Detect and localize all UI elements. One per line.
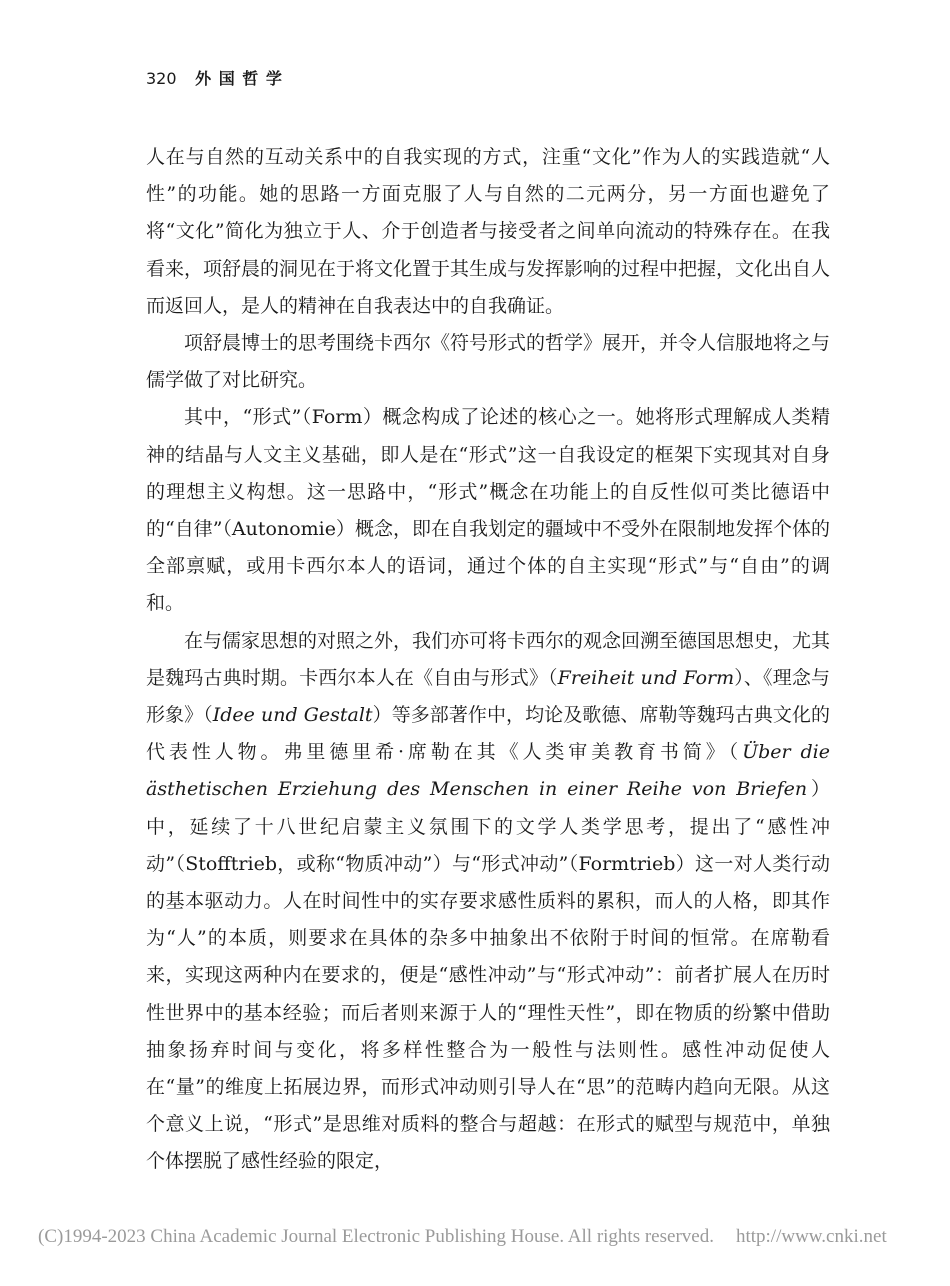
paragraph-1: 人在与自然的互动关系中的自我实现的方式，注重“文化”作为人的实践造就“人性”的功能。她的思路一方面克服了人与自然的二元两分，另一方面也避免了将“文化”简化为独立于人、介于创造者与接受者之间单向流动的特殊存在。在我看来，项舒晨的洞见在于将文化置于其生成与发挥影响的过程中把握，文化出自人而返回人，是人的精神在自我表达中的自我确证。 (146, 146, 831, 317)
paragraph-2: 项舒晨博士的思考围绕卡西尔《符号形式的哲学》展开，并令人信服地将之与儒学做了对比研究。 (146, 332, 831, 392)
journal-title: 外 国 哲 学 (195, 69, 283, 88)
copyright-footer (38, 1226, 950, 1248)
running-header (146, 66, 283, 89)
book-title-idee-und-gestalt: Idee und Gestalt (212, 704, 373, 727)
paragraph-4-text-2: ）、《理念与形象》（ (146, 666, 830, 727)
book-title-aesthetische-erziehung: Über die ästhetischen Erziehung des Menschen in einer Reihe von Briefen (146, 741, 830, 801)
footer-url[interactable]: http://www.cnki.net (735, 1226, 887, 1247)
paragraph-3: 其中，“形式”（Form）概念构成了论述的核心之一。她将形式理解成人类精神的结晶与人文主义基础，即人是在“形式”这一自我设定的框架下实现其对自身的理想主义构想。这一思路中，“形式”概念在功能上的自反性似可类比德语中的“自律”（Autonomie）概念，即在自我划定的疆域中不受外在限制地发挥个体的全部禀赋，或用卡西尔本人的语词，通过个体的自主实现“形式”与“自由”的调和。 (146, 406, 830, 615)
paragraph-4-text-4: ）中，延续了十八世纪启蒙主义氛围下的文学人类学思考，提出了“感性冲动”（Stofftrieb，或称“物质冲动”）与“形式冲动”（Formtrieb）这一对人类行动的基本驱动力。人在时间性中的实存要求感性质料的累积，而人的人格，即其作为“人”的本质，则要求在具体的杂多中抽象出不依附于时间的恒常。在席勒看来，实现这两种内在要求的，便是“感性冲动”与“形式冲动”：前者扩展人在历时性世界中的基本经验；而后者则来源于人的“理性天性”，即在物质的纷繁中借助抽象扬弃时间与变化，将多样性整合为一般性与法则性。感性冲动促使人在“量”的维度上拓展边界，而形式冲动则引导人在“思”的范畴内趋向无限。从这个意义上说，“形式”是思维对质料的整合与超越：在形式的赋型与规范中，单独个体摆脱了感性经验的限定， (146, 778, 830, 1173)
page-number: 320 (146, 69, 177, 88)
book-title-freiheit-und-form: Freiheit und Form (557, 666, 735, 689)
copyright-text: (C)1994-2023 China Academic Journal Electronic Publishing House. All rights reserved. (38, 1226, 714, 1247)
paragraph-4 (146, 623, 830, 1181)
paragraph-4-text-1: 在与儒家思想的对照之外，我们亦可将卡西尔的观念回溯至德国思想史，尤其是魏玛古典时期。卡西尔本人在《自由与形式》（ (146, 629, 831, 689)
paragraph-4-text-3: ）等多部著作中，均论及歌德、席勒等魏玛古典文化的代表性人物。弗里德里希·席勒在其《人类审美教育书简》（ (146, 704, 830, 764)
article-body (146, 139, 830, 1181)
